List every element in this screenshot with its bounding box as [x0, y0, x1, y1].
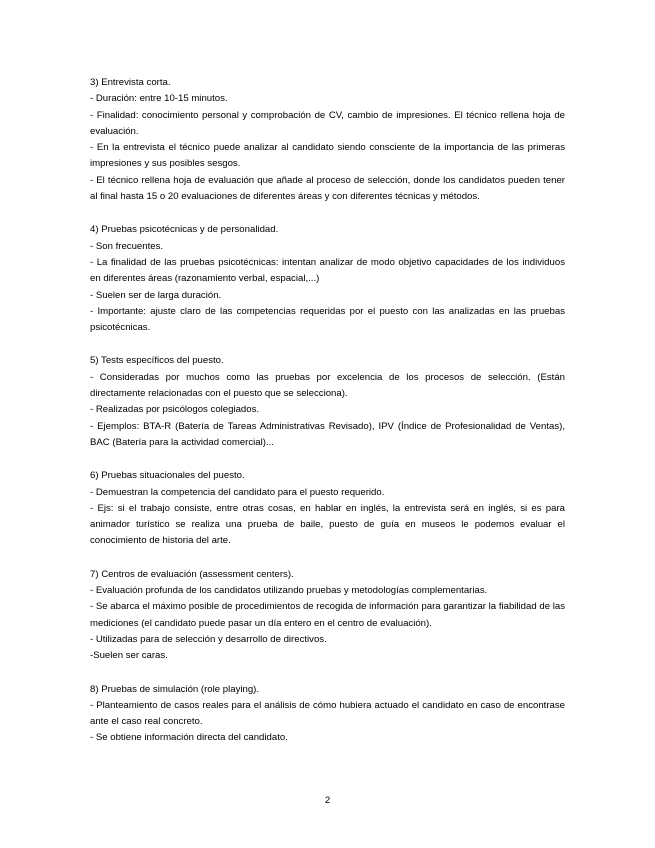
list-item: - Evaluación profunda de los candidatos utilizando pruebas y metodologías complementarias. — [90, 585, 488, 597]
section-heading: 4) Pruebas psicotécnicas y de personalidad. — [90, 224, 279, 236]
list-item: - Finalidad: conocimiento personal y comprobación de CV, cambio de impresiones. El técnico rellena hoja de evaluación. — [90, 109, 565, 137]
section-heading: 6) Pruebas situacionales del puesto. — [90, 470, 245, 482]
section-heading: 7) Centros de evaluación (assessment centers). — [90, 568, 294, 580]
list-item: - El técnico rellena hoja de evaluación que añade al proceso de selección, donde los candidatos pueden tener al final hasta 15 o 20 evaluaciones de diferentes áreas y con diferentes técnicas y métodos. — [90, 174, 565, 203]
list-item: - Utilizadas para de selección y desarrollo de directivos. — [90, 633, 327, 645]
section-tests-especificos — [90, 353, 565, 451]
section-pruebas-psicotecnicas — [90, 222, 565, 336]
list-item: - Realizadas por psicólogos colegiados. — [90, 404, 260, 416]
list-item: -Suelen ser caras. — [90, 650, 168, 662]
list-item: - Ejemplos: BTA-R (Batería de Tareas Administrativas Revisado), IPV (Índice de Profesionalidad de Ventas), BAC (Batería para la actividad comercial)... — [90, 420, 565, 448]
page-content — [90, 75, 565, 764]
list-item: - Planteamiento de casos reales para el análisis de cómo hubiera actuado el candidato en caso de encontrase ante el caso real concreto. — [90, 699, 565, 728]
section-pruebas-simulacion — [90, 682, 565, 747]
list-item: - Demuestran la competencia del candidato para el puesto requerido. — [90, 486, 385, 498]
list-item: - Suelen ser de larga duración. — [90, 289, 222, 301]
section-entrevista-corta — [90, 75, 565, 205]
list-item: - La finalidad de las pruebas psicotécnicas: intentan analizar de modo objetivo capacidades de los individuos en diferentes áreas (razonamiento verbal, espacial,...) — [90, 256, 565, 285]
list-item: - Duración: entre 10-15 minutos. — [90, 93, 228, 105]
list-item: - Son frecuentes. — [90, 240, 164, 252]
list-item: - Se obtiene información directa del candidato. — [90, 732, 288, 744]
list-item: - Se abarca el máximo posible de procedimientos de recogida de información para garantizar la fiabilidad de las mediciones (el candidato puede pasar un día entero en el centro de evaluación). — [90, 601, 565, 629]
section-pruebas-situacionales — [90, 468, 565, 549]
section-heading: 3) Entrevista corta. — [90, 77, 171, 88]
page-number: 2 — [324, 795, 331, 806]
list-item: - Ejs: si el trabajo consiste, entre otras cosas, en hablar en inglés, la entrevista será en inglés, si es para animador turístico se realiza una prueba de baile, puesto de guía en museos le podemos evaluar el conocimiento de historia del arte. — [90, 502, 565, 547]
list-item: - Consideradas por muchos como las pruebas por excelencia de los procesos de selección. (Están directamente relacionadas con el puesto que se selecciona). — [90, 371, 565, 400]
list-item: - En la entrevista el técnico puede analizar al candidato siendo consciente de la importancia de las primeras impresiones y sus posibles sesgos. — [90, 142, 565, 170]
section-heading: 8) Pruebas de simulación (role playing). — [90, 683, 260, 695]
section-heading: 5) Tests específicos del puesto. — [90, 355, 224, 367]
list-item: - Importante: ajuste claro de las competencias requeridas por el puesto con las analizadas en las pruebas psicotécnicas. — [90, 305, 565, 334]
section-centros-evaluacion — [90, 567, 565, 665]
